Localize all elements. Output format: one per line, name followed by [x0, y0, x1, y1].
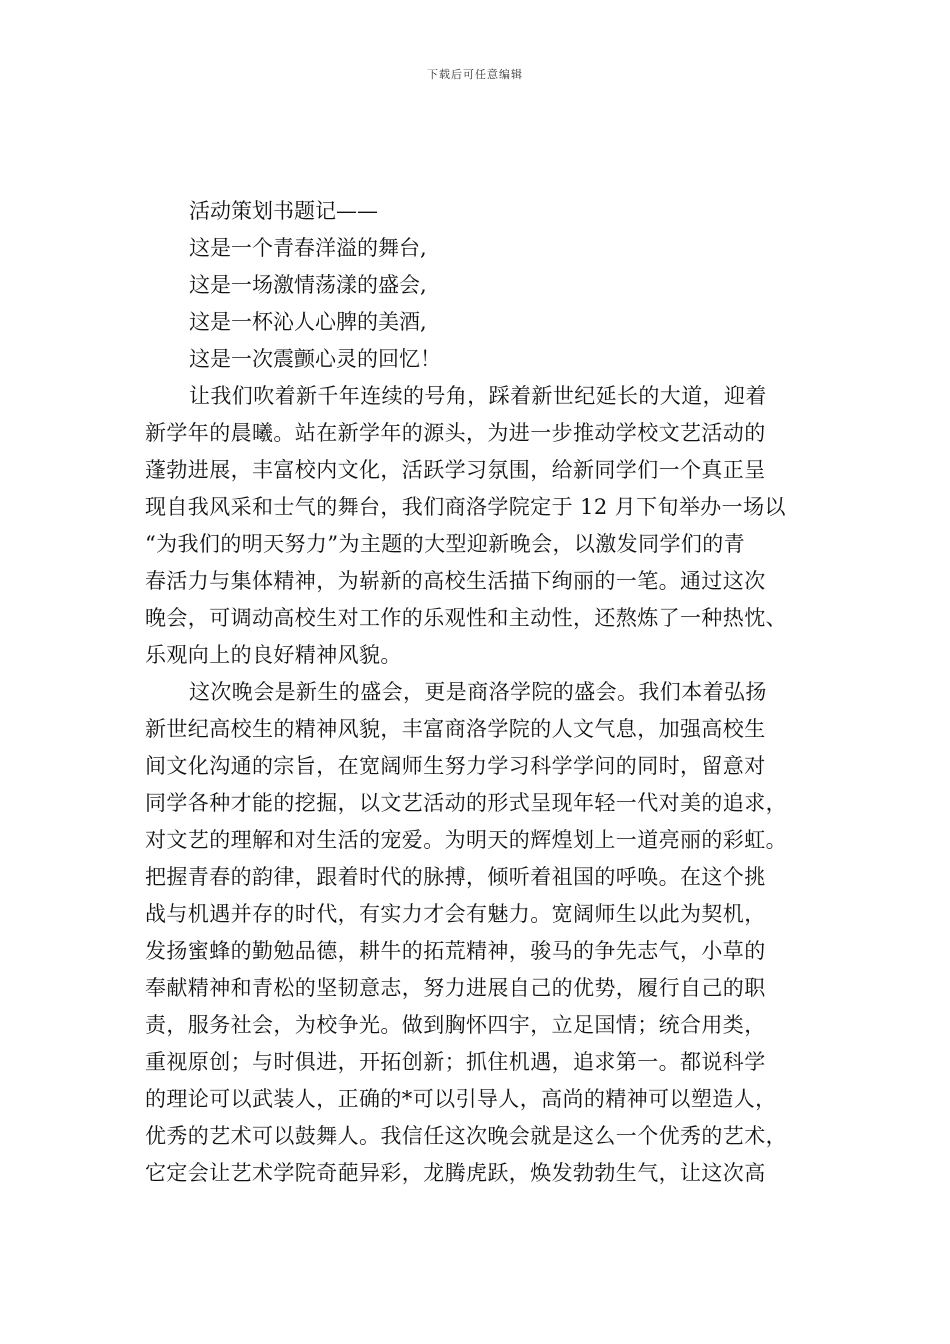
paragraph-line: 优秀的艺术可以鼓舞人。我信任这次晚会就是这么一个优秀的艺术， — [145, 1124, 787, 1148]
paragraph-line: 晚会，可调动高校生对工作的乐观性和主动性，还熬炼了一种热忱、 — [145, 606, 787, 630]
page-header-note: 下载后可任意编辑 — [427, 68, 523, 81]
paragraph-line: 的理论可以武装人，正确的*可以引导人，高尚的精神可以塑造人， — [145, 1087, 777, 1111]
poem-line: 这是一场激情荡漾的盛会, — [189, 273, 427, 297]
paragraph-line: “为我们的明天努力”为主题的大型迎新晚会，以激发同学们的青 — [145, 532, 746, 556]
paragraph-line: 重视原创；与时俱进，开拓创新；抓住机遇，追求第一。都说科学 — [145, 1050, 766, 1074]
paragraph-line: 把握青春的韵律，跟着时代的脉搏，倾听着祖国的呼唤。在这个挑 — [145, 865, 766, 889]
paragraph-purpose — [145, 674, 825, 1192]
paragraph-line: 让我们吹着新千年连续的号角，踩着新世纪延长的大道，迎着 — [189, 384, 767, 408]
paragraph-line: 新学年的晨曦。站在新学年的源头，为进一步推动学校文艺活动的 — [145, 421, 766, 445]
paragraph-line: 蓬勃进展，丰富校内文化，活跃学习氛围，给新同学们一个真正呈 — [145, 458, 766, 482]
poem-line: 这是一个青春洋溢的舞台, — [189, 236, 427, 260]
paragraph-line: 间文化沟通的宗旨，在宽阔师生努力学习科学学问的同时，留意对 — [145, 754, 766, 778]
paragraph-intro — [145, 378, 825, 674]
paragraph-line: 战与机遇并存的时代，有实力才会有魅力。宽阔师生以此为契机， — [145, 902, 766, 926]
paragraph-line: 乐观向上的良好精神风貌。 — [145, 643, 402, 667]
paragraph-line: 同学各种才能的挖掘，以文艺活动的形式呈现年轻一代对美的追求， — [145, 791, 787, 815]
poem-block — [145, 193, 825, 378]
document-body — [145, 193, 825, 1192]
paragraph-line: 发扬蜜蜂的勤勉品德，耕牛的拓荒精神，骏马的争先志气，小草的 — [145, 939, 766, 963]
poem-line: 这是一杯沁人心脾的美酒, — [189, 310, 427, 334]
poem-line: 这是一次震颤心灵的回忆！ — [189, 347, 441, 371]
paragraph-line: 这次晚会是新生的盛会，更是商洛学院的盛会。我们本着弘扬 — [189, 680, 767, 704]
paragraph-line: 现自我风采和士气的舞台，我们商洛学院定于 12 月下旬举办一场以 — [145, 495, 786, 519]
paragraph-line: 新世纪高校生的精神风貌，丰富商洛学院的人文气息，加强高校生 — [145, 717, 766, 741]
paragraph-line: 责，服务社会，为校争光。做到胸怀四宇，立足国情；统合用类， — [145, 1013, 766, 1037]
poem-title: 活动策划书题记—— — [189, 199, 378, 223]
paragraph-line: 对文艺的理解和对生活的宠爱。为明天的辉煌划上一道亮丽的彩虹。 — [145, 828, 787, 852]
paragraph-line: 奉献精神和青松的坚韧意志，努力进展自己的优势，履行自己的职 — [145, 976, 766, 1000]
paragraph-line: 它定会让艺术学院奇葩异彩，龙腾虎跃，焕发勃勃生气，让这次高 — [145, 1161, 766, 1185]
paragraph-line: 春活力与集体精神，为崭新的高校生活描下绚丽的一笔。通过这次 — [145, 569, 766, 593]
